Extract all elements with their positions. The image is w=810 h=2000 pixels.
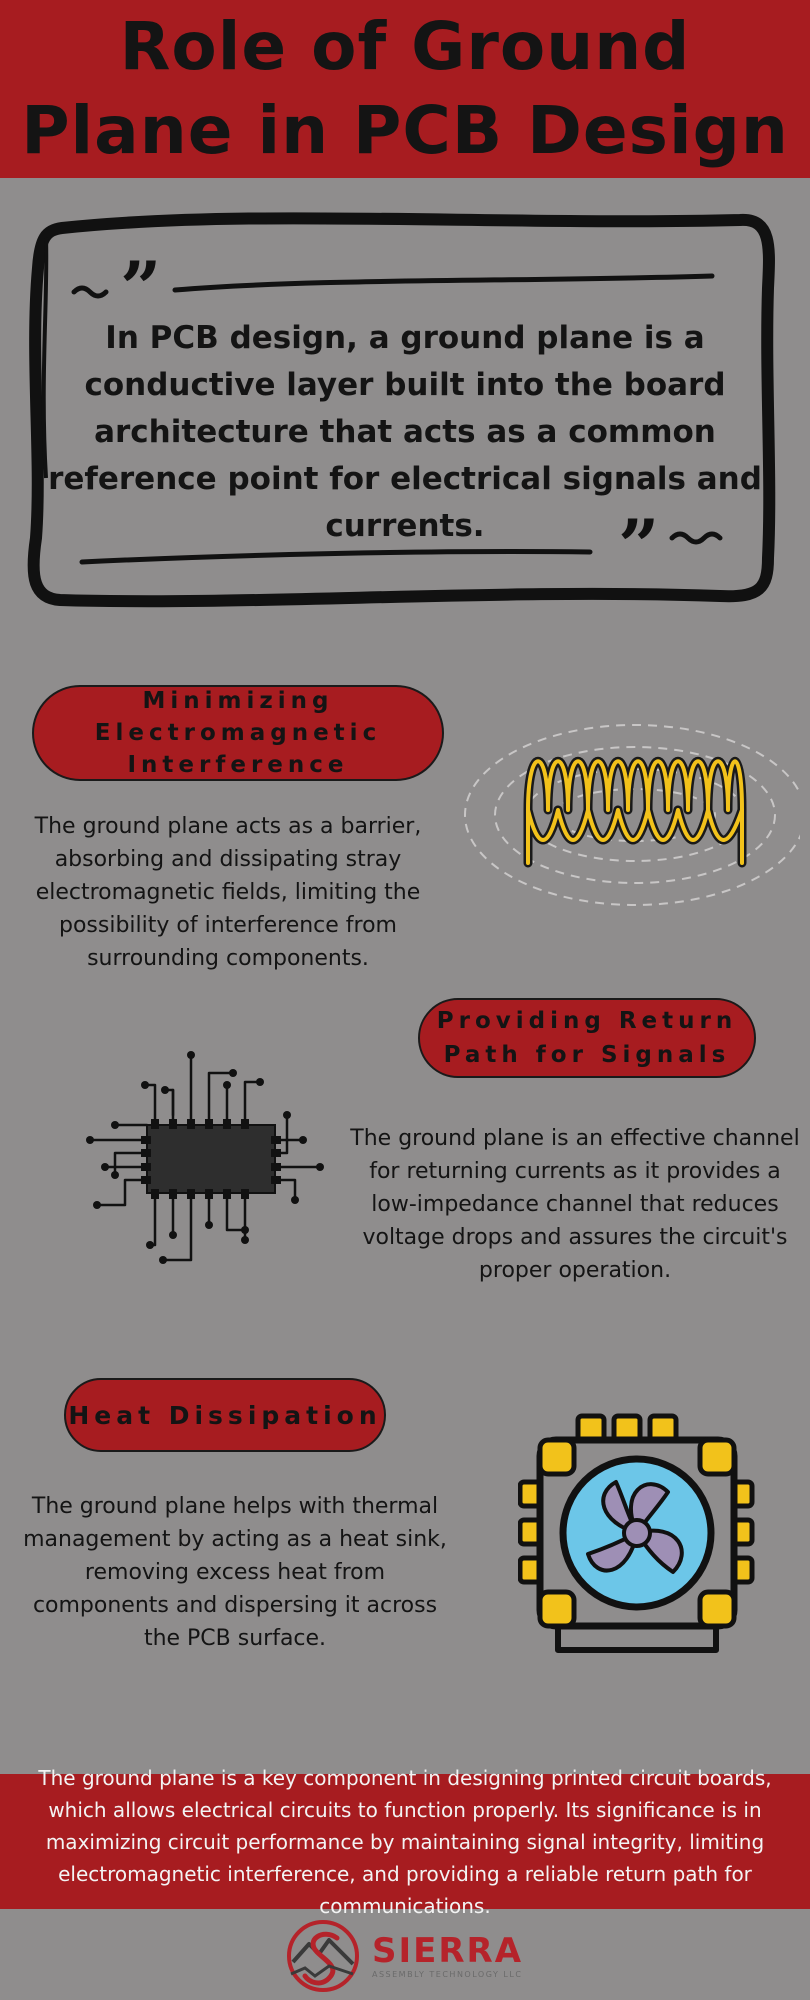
- section-heading-heat: Heat Dissipation: [64, 1378, 386, 1452]
- logo-tagline: ASSEMBLY TECHNOLOGY LLC: [372, 1970, 523, 1979]
- intro-text: In PCB design, a ground plane is a conductive layer built into the board architecture that acts as a common reference point for electrical signals and currents.: [48, 320, 762, 544]
- cpu-fan-icon: [518, 1412, 758, 1662]
- section-text-emi: The ground plane acts as a barrier, absorbing and dissipating stray electromagnetic fields, limiting the possibility of interference from surrounding components.: [34, 814, 422, 971]
- footer-banner: [0, 1765, 810, 1918]
- section-heading-return-path: Providing Return Path for Signals: [418, 998, 756, 1078]
- logo-name: SIERRA: [372, 1931, 524, 1971]
- footer-text: The ground plane is a key component in designing printed circuit boards, which allows electrical circuits to function properly. Its significance is in maximizing circuit performance by maintaining signal integrity, limiting electromagnetic interference, and providing a reliable return path for communications.: [38, 1765, 772, 1918]
- open-quote: ”: [120, 245, 162, 330]
- page-title: Role of Ground Plane in PCB Design: [21, 8, 789, 169]
- sierra-logo-icon: [283, 1918, 365, 1994]
- header-banner: [0, 0, 810, 178]
- section-heading-emi: Minimizing Electromagnetic Interference: [32, 685, 444, 781]
- section-text-return-path: The ground plane is an effective channel for returning currents as it provides a low-impedance channel that reduces voltage drops and assures the circuit's proper operation.: [350, 1126, 800, 1283]
- section-text-heat: The ground plane helps with thermal management by acting as a heat sink, removing excess heat from components and dispersing it across the PCB surface.: [23, 1494, 447, 1651]
- coil-icon: [450, 715, 800, 925]
- microchip-icon: [55, 1015, 335, 1285]
- close-quote: ”: [618, 503, 660, 588]
